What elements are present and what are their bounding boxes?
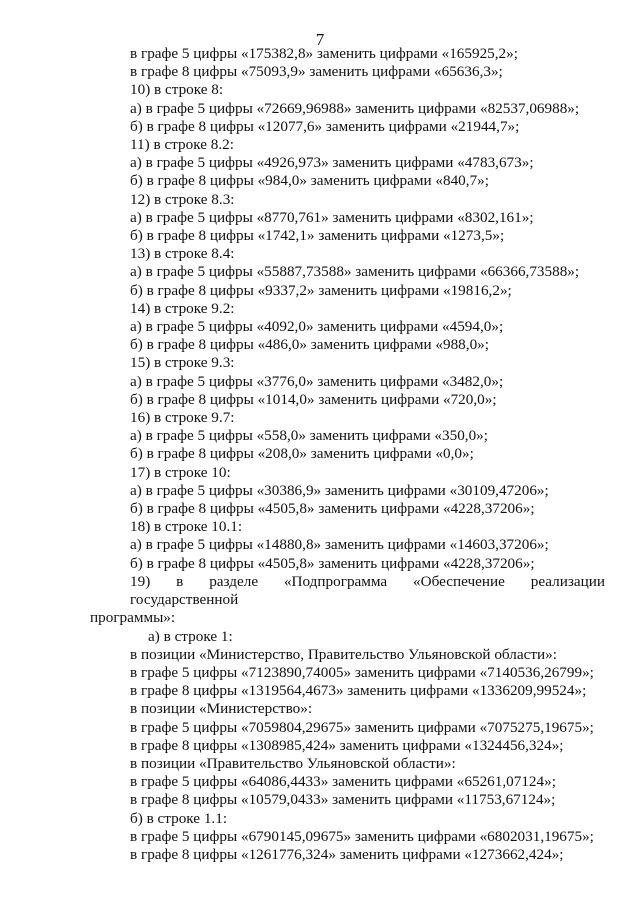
text-line: б) в графе 8 цифры «984,0» заменить цифрами «840,7»;: [130, 172, 489, 190]
text-line: 16) в строке 9.7:: [130, 409, 235, 427]
text-line: а) в графе 5 цифры «4926,973» заменить цифрами «4783,673»;: [130, 154, 534, 172]
text-line: 15) в строке 9.3:: [130, 354, 235, 372]
text-line: в графе 5 цифры «7059804,29675» заменить цифрами «7075275,19675»;: [130, 718, 594, 736]
text-line: а) в графе 5 цифры «72669,96988» заменить цифрами «82537,06988»;: [130, 99, 580, 117]
text-line: б) в графе 8 цифры «1742,1» заменить цифрами «1273,5»;: [130, 227, 505, 245]
text-line: б) в графе 8 цифры «12077,6» заменить цифрами «21944,7»;: [130, 117, 520, 135]
text-line: б) в графе 8 цифры «4505,8» заменить цифрами «4228,37206»;: [130, 554, 535, 572]
text-line: 19) в разделе «Подпрограмма «Обеспечение реализации государственной: [130, 572, 605, 609]
text-line: 11) в строке 8.2:: [130, 136, 234, 154]
text-line: б) в строке 1.1:: [130, 809, 228, 827]
text-line: б) в графе 8 цифры «208,0» заменить цифрами «0,0»;: [130, 445, 474, 463]
text-line: 18) в строке 10.1:: [130, 518, 243, 536]
text-line: б) в графе 8 цифры «1014,0» заменить цифрами «720,0»;: [130, 390, 497, 408]
text-line: 12) в строке 8.3:: [130, 190, 235, 208]
text-line: в графе 8 цифры «75093,9» заменить цифрами «65636,3»;: [130, 63, 503, 81]
text-line: в позиции «Министерство»:: [130, 700, 313, 718]
text-line: 14) в строке 9.2:: [130, 299, 235, 317]
text-line: в графе 8 цифры «1319564,4673» заменить цифрами «1336209,99524»;: [130, 682, 587, 700]
text-line: в графе 8 цифры «1308985,424» заменить цифрами «1324456,324»;: [130, 736, 564, 754]
text-line: а) в графе 5 цифры «558,0» заменить цифрами «350,0»;: [130, 427, 488, 445]
text-line: в позиции «Правительство Ульяновской области»:: [130, 754, 456, 772]
text-line: 17) в строке 10:: [130, 463, 231, 481]
text-line: в графе 5 цифры «7123890,74005» заменить цифрами «7140536,26799»;: [130, 663, 594, 681]
text-line: а) в графе 5 цифры «3776,0» заменить цифрами «3482,0»;: [130, 372, 504, 390]
text-line: в графе 8 цифры «1261776,324» заменить цифрами «1273662,424»;: [130, 845, 564, 863]
text-line: в позиции «Министерство, Правительство Ульяновской области»:: [130, 645, 557, 663]
text-line: б) в графе 8 цифры «486,0» заменить цифрами «988,0»;: [130, 336, 489, 354]
text-line: 13) в строке 8.4:: [130, 245, 235, 263]
document-body: [0, 45, 640, 864]
text-line: а) в строке 1:: [148, 627, 233, 645]
text-line: б) в графе 8 цифры «4505,8» заменить цифрами «4228,37206»;: [130, 500, 535, 518]
text-line: б) в графе 8 цифры «9337,2» заменить цифрами «19816,2»;: [130, 281, 512, 299]
text-line: в графе 8 цифры «10579,0433» заменить цифрами «11753,67124»;: [130, 791, 556, 809]
text-line: а) в графе 5 цифры «55887,73588» заменить цифрами «66366,73588»;: [130, 263, 580, 281]
page-number: 7: [315, 30, 325, 49]
text-line: а) в графе 5 цифры «30386,9» заменить цифрами «30109,47206»;: [130, 481, 549, 499]
text-line: а) в графе 5 цифры «14880,8» заменить цифрами «14603,37206»;: [130, 536, 549, 554]
text-line: в графе 5 цифры «6790145,09675» заменить цифрами «6802031,19675»;: [130, 827, 594, 845]
text-line: а) в графе 5 цифры «8770,761» заменить цифрами «8302,161»;: [130, 208, 534, 226]
text-line: 10) в строке 8:: [130, 81, 224, 99]
text-line: в графе 5 цифры «175382,8» заменить цифрами «165925,2»;: [130, 45, 518, 62]
text-line: а) в графе 5 цифры «4092,0» заменить цифрами «4594,0»;: [130, 318, 504, 336]
text-line: программы»:: [90, 609, 176, 627]
text-line: в графе 5 цифры «64086,4433» заменить цифрами «65261,07124»;: [130, 773, 556, 791]
